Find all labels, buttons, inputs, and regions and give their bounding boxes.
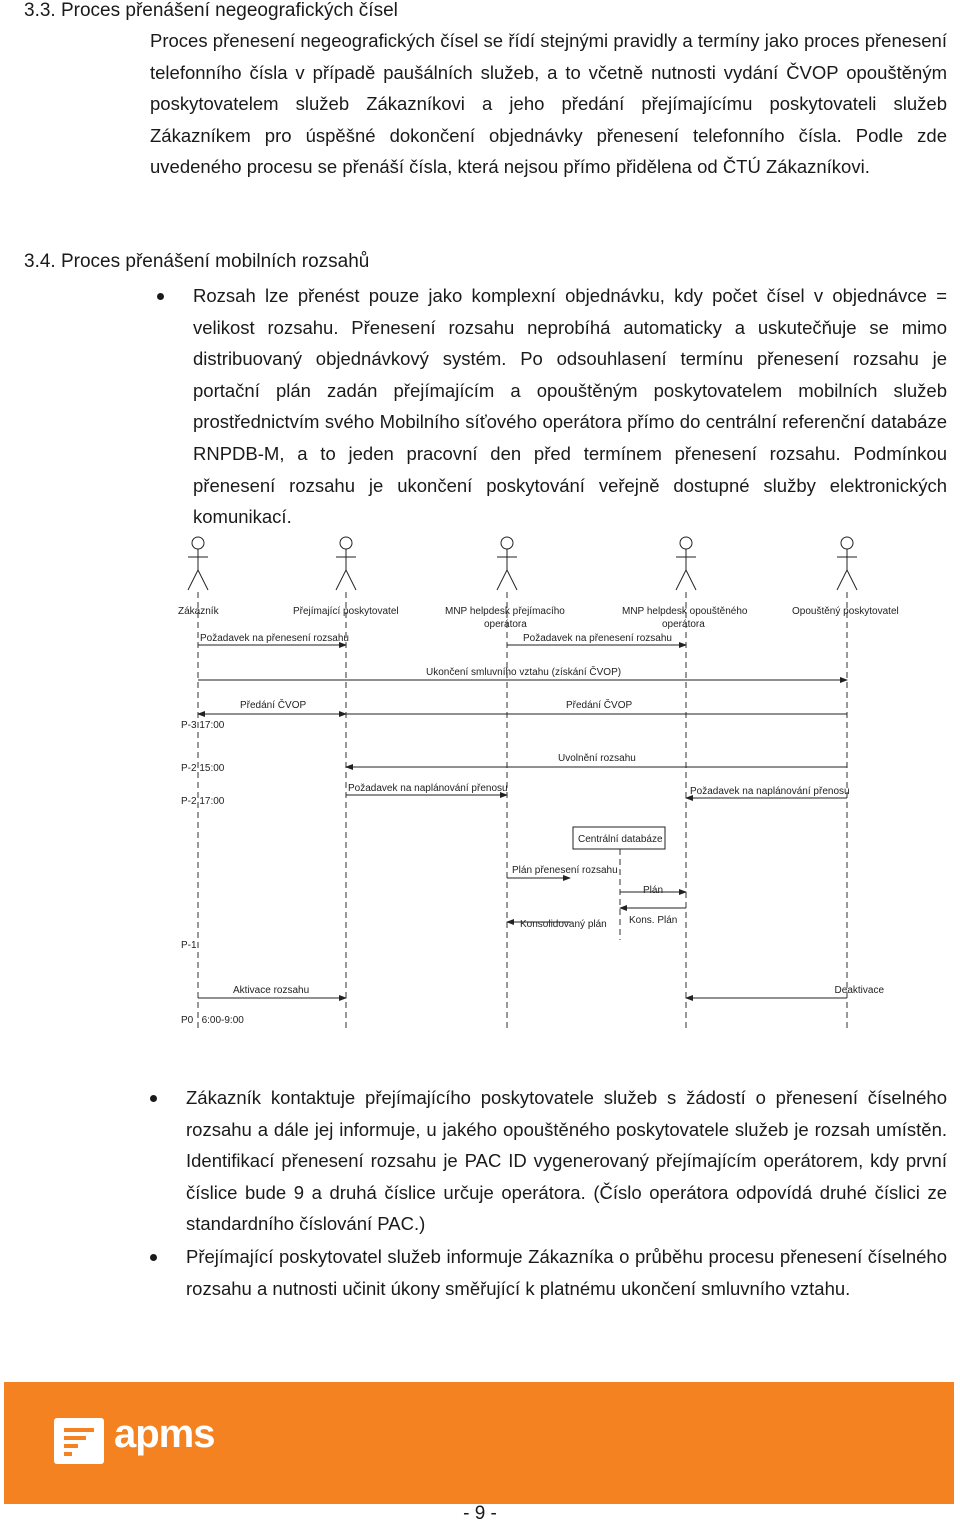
actor-figure-receiving-provider bbox=[336, 537, 356, 590]
msg-plan: Plán bbox=[643, 885, 664, 896]
message-arrows bbox=[198, 645, 847, 998]
msg-request-2: Požadavek na přenesení rozsahu bbox=[523, 633, 672, 644]
msg-release-range: Uvolnění rozsahu bbox=[558, 753, 636, 764]
msg-activation: Aktivace rozsahu bbox=[233, 985, 310, 996]
msg-handover-cvop-1: Předání ČVOP bbox=[240, 700, 307, 711]
actor-figure-donor-provider bbox=[837, 537, 857, 590]
actor-figures bbox=[188, 537, 857, 590]
time-p2-17: P-2 17:00 bbox=[181, 796, 225, 807]
msg-plan-request-1: Požadavek na naplánování přenosu bbox=[348, 783, 508, 794]
actor-figure-helpdesk-receiving bbox=[497, 537, 517, 590]
bullet-marker bbox=[157, 293, 164, 300]
page-number: - 9 - bbox=[463, 1503, 497, 1524]
actor-label-helpdesk-donor-line2: operátora bbox=[662, 619, 705, 630]
actor-label-donor-provider: Opouštěný poskytovatel bbox=[792, 606, 899, 617]
bullet-marker bbox=[150, 1095, 157, 1102]
footer-banner bbox=[4, 1382, 954, 1504]
time-p0: P0 6:00-9:00 bbox=[181, 1015, 244, 1026]
section-3-4-heading: 3.4. Proces přenášení mobilních rozsahů bbox=[24, 251, 370, 272]
msg-central-database: Centrální databáze bbox=[578, 834, 663, 845]
bullet-marker bbox=[150, 1254, 157, 1261]
actor-label-helpdesk-receiving-line2: operátora bbox=[484, 619, 527, 630]
actor-label-helpdesk-donor: MNP helpdesk opouštěného bbox=[622, 606, 748, 617]
actor-label-receiving-provider: Přejímající poskytovatel bbox=[293, 606, 399, 617]
time-p2-15: P-2 15:00 bbox=[181, 763, 225, 774]
actor-figure-helpdesk-donor bbox=[676, 537, 696, 590]
msg-plan-request-2: Požadavek na naplánování přenosu bbox=[690, 786, 850, 797]
msg-cons-plan: Kons. Plán bbox=[629, 915, 678, 926]
actor-figure-customer bbox=[188, 537, 208, 590]
msg-handover-cvop-2: Předání ČVOP bbox=[566, 700, 633, 711]
actor-label-helpdesk-receiving: MNP helpdesk přejímacího bbox=[445, 606, 565, 617]
mobile-range-bullet-text: Rozsah lze přenést pouze jako komplexní objednávku, kdy počet čísel v objednávce = velikost rozsahu. Přenesení rozsahu neprobíhá automaticky a uskutečňuje se mimo distribuovaný objednávkový systém. Po odsouhlasení termínu přenesení rozsahu je portační plán zadán přejímajícím a opouštěným poskytovatelem mobilních služeb prostřednictvím svého Mobilního síťového operátora přímo do centrální referenční databáze RNPDB-M, a to jeden pracovní den před termínem přenesení rozsahu. Podmínkou přenesení rozsahu je ukončení poskytování veřejně dostupné služby elektronických komunikací. bbox=[193, 285, 947, 528]
sequence-diagram bbox=[150, 530, 899, 1030]
apms-logo-text: apms bbox=[114, 1412, 215, 1456]
time-p1: P-1 bbox=[181, 940, 197, 951]
msg-terminate-contract: Ukončení smluvního vztahu (získání ČVOP) bbox=[426, 667, 622, 678]
time-p3: P-3 17:00 bbox=[181, 720, 225, 731]
provider-inform-bullet-text: Přejímající poskytovatel služeb informuje Zákazníka o průběhu procesu přenesení číselného rozsahu a nutnosti učinit úkony směřující k platnému ukončení smluvního vztahu. bbox=[186, 1246, 947, 1299]
section-3-3-paragraph: Proces přenesení negeografických čísel se řídí stejnými pravidly a termíny jako proces přenesení telefonního čísla v případě paušálních služeb, a to včetně nutnosti vydání ČVOP opouštěným poskytovatelem služeb Zákazníkovi a jeho předání přejímajícímu poskytovateli služeb Zákazníkem pro úspěšné dokončení objednávky přenesení telefonního čísla. Podle zde uvedeného procesu se přenáší čísla, která nejsou přímo přidělena od ČTÚ Zákazníkovi. bbox=[150, 30, 947, 178]
customer-contact-bullet-text: Zákazník kontaktuje přejímajícího poskytovatele služeb s žádostí o přenesení číselného rozsahu a dále jej informuje, u jakého opouštěného poskytovatele služeb je rozsah umístěn. Identifikací přenesení rozsahu je PAC ID vygenerovaný přejímajícím operátorem, kdy první číslice bude 9 a druhá číslice určuje operátora. (Číslo operátora odpovídá druhé číslici ze standardního číslování PAC.) bbox=[186, 1087, 947, 1235]
msg-request-1: Požadavek na přenesení rozsahu bbox=[200, 633, 349, 644]
lifelines bbox=[198, 592, 847, 1028]
msg-plan-transfer: Plán přenesení rozsahu bbox=[512, 865, 618, 876]
msg-deactivation: Deaktivace bbox=[834, 985, 884, 996]
apms-logo-icon bbox=[54, 1418, 104, 1464]
msg-consolidated-plan: Konsolidovaný plán bbox=[520, 919, 607, 930]
actor-label-customer: Zákazník bbox=[178, 606, 219, 617]
section-3-3-heading: 3.3. Proces přenášení negeografických čísel bbox=[24, 0, 398, 21]
